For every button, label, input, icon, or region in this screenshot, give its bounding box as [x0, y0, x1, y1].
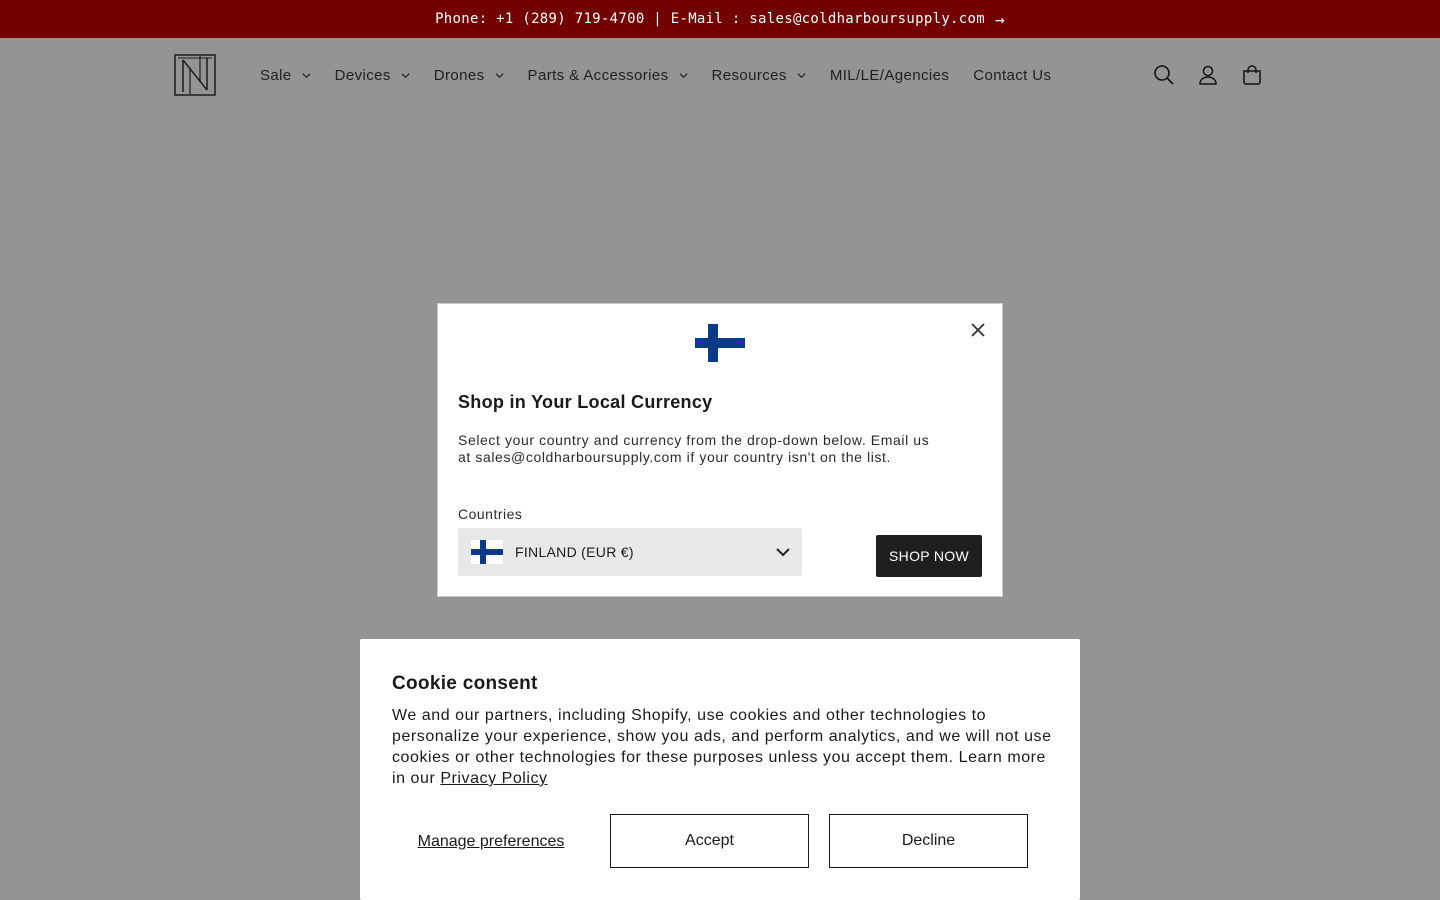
country-select[interactable]	[458, 528, 802, 576]
nav-label: Drones	[433, 66, 485, 84]
selected-country: FINLAND (EUR €)	[515, 544, 634, 560]
privacy-policy-link[interactable]: Privacy Policy	[440, 770, 548, 787]
nav-label: MIL/LE/Agencies	[829, 66, 950, 84]
currency-modal	[437, 303, 1003, 597]
decline-button[interactable]: Decline	[829, 814, 1028, 868]
announcement-bar[interactable]	[0, 0, 1440, 38]
cookie-title: Cookie consent	[392, 673, 538, 694]
modal-description: Select your country and currency from the drop-down below. Email us at sales@coldharboursupply.com if your country isn't on the list.	[458, 432, 930, 465]
nav-label: Sale	[260, 66, 292, 84]
finland-flag-icon	[471, 540, 503, 564]
finland-flag-icon	[695, 324, 745, 362]
cookie-consent-banner	[360, 639, 1080, 900]
accept-button[interactable]: Accept	[610, 814, 809, 868]
shop-now-button[interactable]: SHOP NOW	[876, 535, 982, 577]
close-icon[interactable]	[967, 319, 989, 341]
announcement-text[interactable]: Phone: +1 (289) 719-4700 | E-Mail : sales@coldharboursupply.com	[435, 11, 985, 27]
chevron-down-icon	[776, 546, 790, 558]
nav-label: Contact Us	[973, 66, 1052, 84]
nav-label: Resources	[711, 66, 787, 84]
countries-label: Countries	[458, 506, 523, 522]
modal-title: Shop in Your Local Currency	[458, 392, 713, 412]
nav-label: Parts & Accessories	[527, 66, 669, 84]
cookie-text	[392, 705, 1054, 789]
arrow-right-icon: →	[994, 9, 1005, 29]
cookie-body: We and our partners, including Shopify, use cookies and other technologies to personalize your experience, show you ads, and perform analytics, and we will not use cookies or other technologies for these purposes unless you accept them. Learn more in our	[392, 707, 1052, 787]
manage-preferences-link[interactable]: Manage preferences	[417, 832, 565, 850]
nav-label: Devices	[334, 66, 391, 84]
